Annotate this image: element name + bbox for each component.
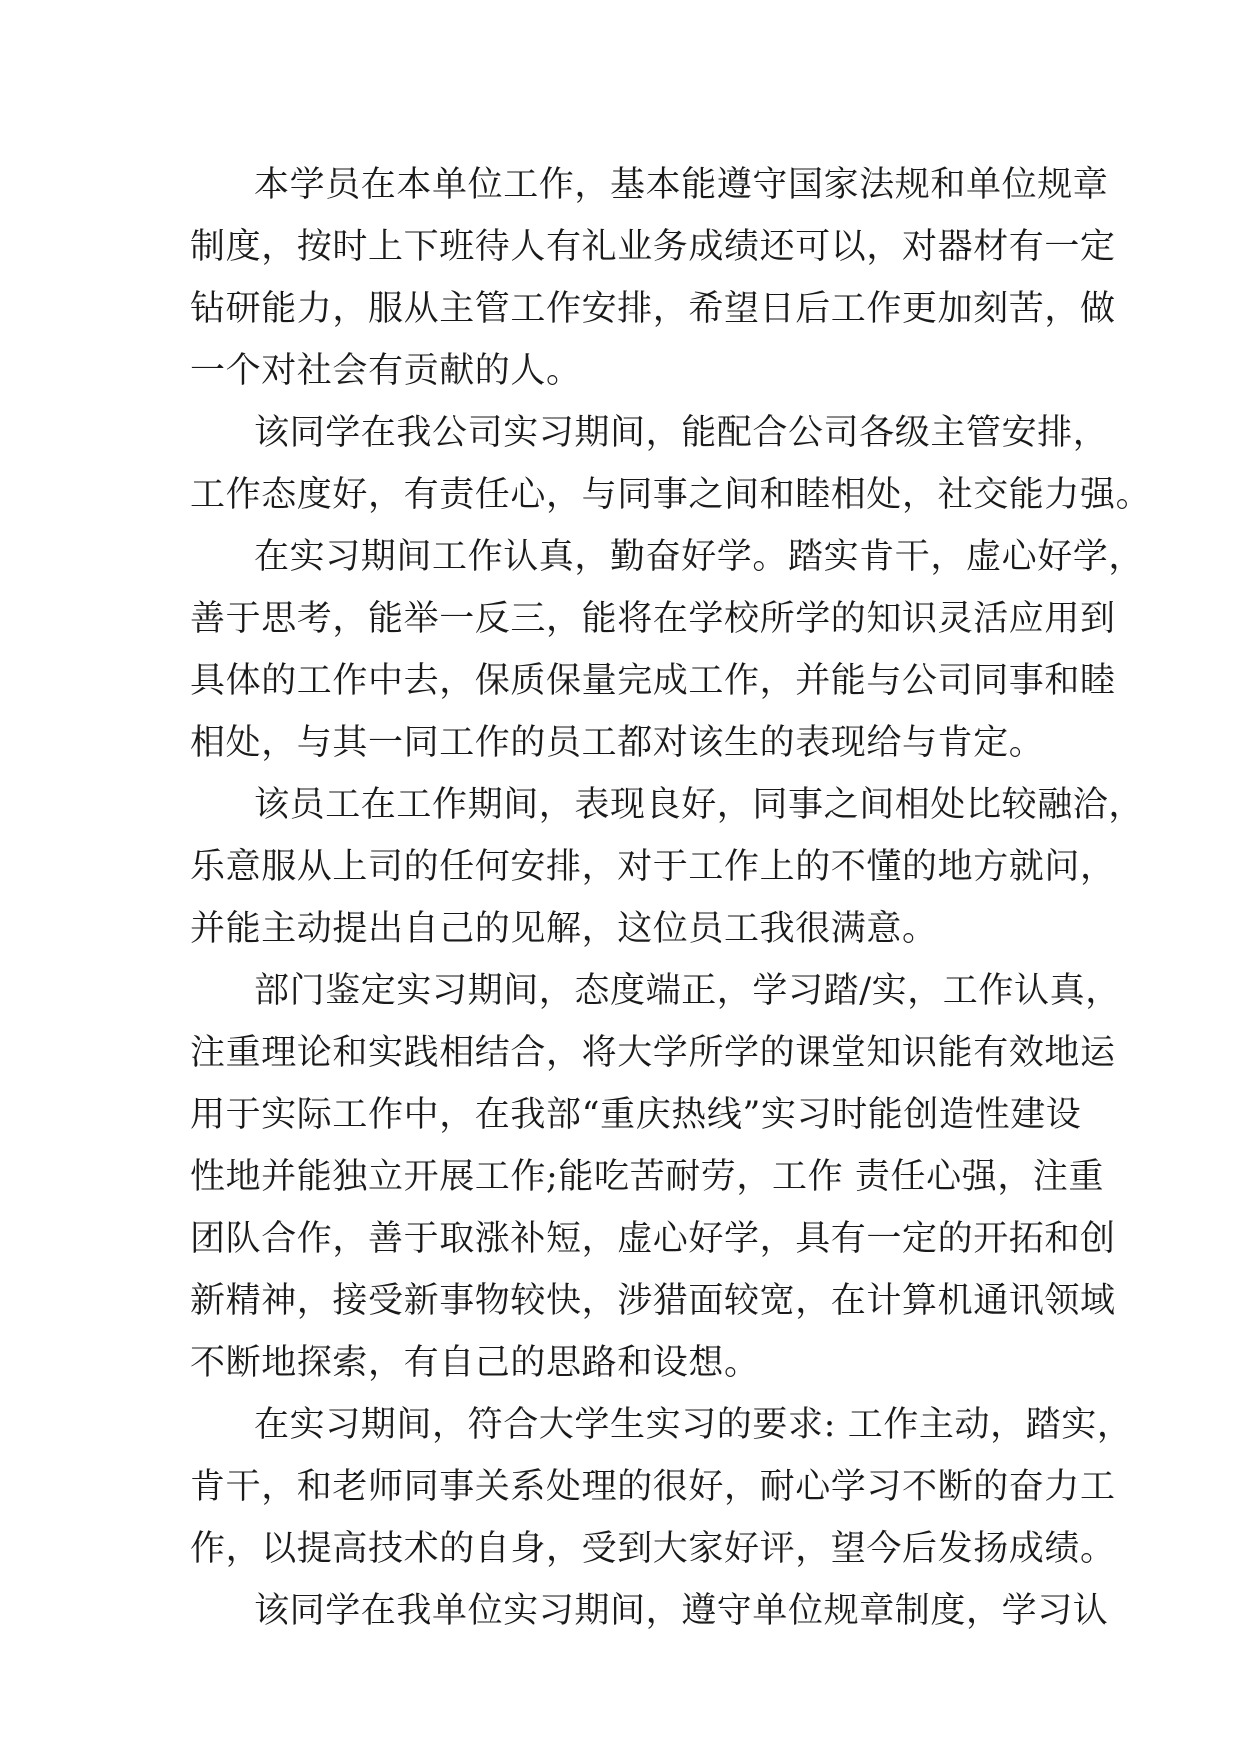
- paragraph-3-line-2: 善于思考，能举一反三，能将在学校所学的知识灵活应用到: [190, 599, 1116, 639]
- paragraph-3-line-4: 相处，与其一同工作的员工都对该生的表现给与肯定。: [190, 723, 1045, 763]
- paragraph-1-line-3: 钻研能力，服从主管工作安排，希望日后工作更加刻苦，做: [190, 289, 1116, 329]
- paragraph-5-line-3: 用于实际工作中，在我部“重庆热线”实习时能创造性建设: [190, 1095, 1082, 1135]
- paragraph-5-line-5: 团队合作，善于取涨补短，虚心好学，具有一定的开拓和创: [190, 1219, 1116, 1259]
- paragraph-3-line-3: 具体的工作中去，保质保量完成工作，并能与公司同事和睦: [190, 661, 1116, 701]
- paragraph-7-line-1: 该同学在我单位实习期间，遵守单位规章制度，学习认: [254, 1591, 1109, 1631]
- paragraph-6-line-3: 作，以提高技术的自身，受到大家好评，望今后发扬成绩。: [190, 1529, 1116, 1569]
- paragraph-5-line-4: 性地并能独立开展工作;能吃苦耐劳，工作 责任心强，注重: [190, 1157, 1105, 1197]
- paragraph-4-line-3: 并能主动提出自己的见解，这位员工我很满意。: [190, 909, 938, 949]
- paragraph-6-line-1: 在实习期间，符合大学生实习的要求: 工作主动，踏实，: [254, 1405, 1133, 1445]
- paragraph-5-line-6: 新精神，接受新事物较快，涉猎面较宽，在计算机通讯领域: [190, 1281, 1116, 1321]
- paragraph-2-line-2: 工作态度好，有责任心，与同事之间和睦相处，社交能力强。: [190, 475, 1152, 515]
- paragraph-6-line-2: 肯干，和老师同事关系处理的很好，耐心学习不断的奋力工: [190, 1467, 1116, 1507]
- paragraph-1-line-4: 一个对社会有贡献的人。: [190, 351, 582, 391]
- paragraph-5-line-1: 部门鉴定实习期间，态度端正，学习踏/实，工作认真，: [254, 971, 1121, 1011]
- paragraph-4-line-2: 乐意服从上司的任何安排，对于工作上的不懂的地方就问，: [190, 847, 1116, 887]
- paragraph-1-line-1: 本学员在本单位工作，基本能遵守国家法规和单位规章: [254, 165, 1109, 205]
- paragraph-3-line-1: 在实习期间工作认真，勤奋好学。踏实肯干，虚心好学，: [254, 537, 1145, 577]
- paragraph-1-line-2: 制度，按时上下班待人有礼业务成绩还可以，对器材有一定: [190, 227, 1116, 267]
- paragraph-2-line-1: 该同学在我公司实习期间，能配合公司各级主管安排，: [254, 413, 1109, 453]
- paragraph-4-line-1: 该员工在工作期间，表现良好，同事之间相处比较融洽，: [254, 785, 1145, 825]
- paragraph-5-line-7: 不断地探索，有自己的思路和设想。: [190, 1343, 760, 1383]
- paragraph-5-line-2: 注重理论和实践相结合，将大学所学的课堂知识能有效地运: [190, 1033, 1116, 1073]
